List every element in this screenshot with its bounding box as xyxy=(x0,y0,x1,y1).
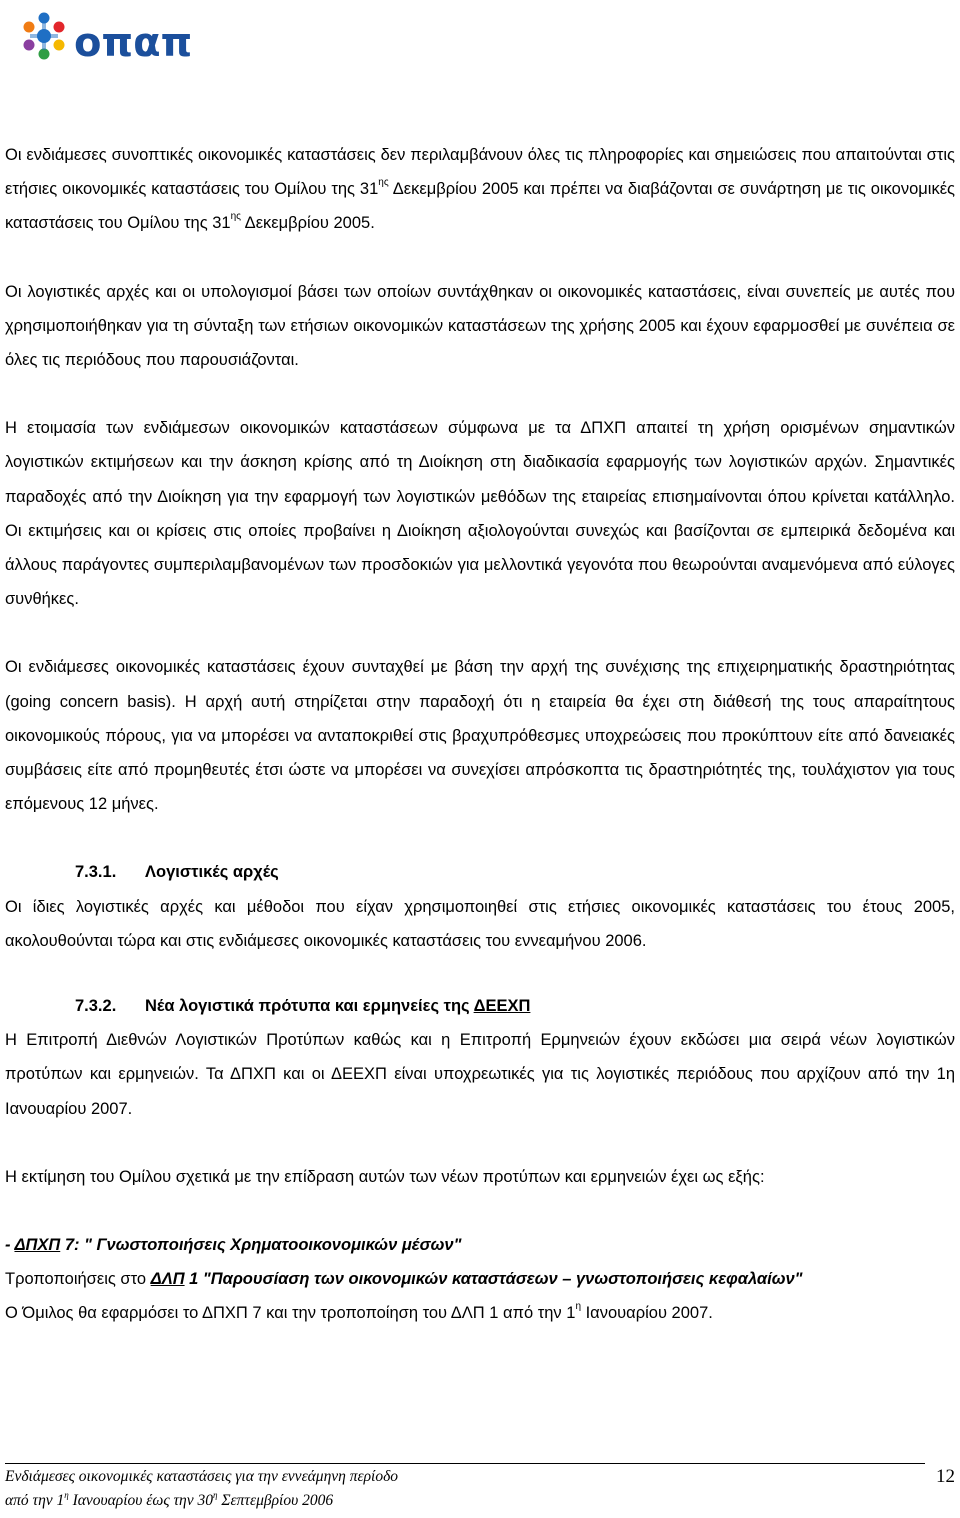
section-number: 7.3.2. xyxy=(75,997,117,1016)
paragraph-application: Ο Όμιλος θα εφαρμόσει το ΔΠΧΠ 7 και την τροποποίηση του ΔΛΠ 1 από την $1^\eta$ Ιανουαρίου 2007. xyxy=(5,1301,713,1323)
paragraph-going-concern: Οι ενδιάμεσες οικονομικές καταστάσεις έχουν συνταχθεί με βάση την αρχή της συνέχισης της επιχειρηματικής δραστηριότητας (going concern basis). Η αρχή αυτή στηρίζεται στην παραδοχή ότι η εταιρεία θα έχει στη διάθεσή της τους απαραίτητους οικονομικούς πόρους, για να μπορέσει να ανταποκριθεί στις βραχυπρόθεσμες υποχρεώσεις που προκύπτουν είτε από δανειακές συμβάσεις είτε από προμηθευτές έτσι ώστε να μπορέσει να συνεχίσει απρόσκοπτα τις δραστηριότητές της, τουλάχιστον για τους επόμενους 12 μήνες. xyxy=(5,658,955,814)
opap-logo xyxy=(22,6,222,70)
section-heading-7-3-2: 7.3.2. Νέα λογιστικά πρότυπα και ερμηνείες της ΔΕΕΧΠ xyxy=(5,989,955,1023)
document-body xyxy=(5,138,955,1331)
footer-line-2: από την $1^\eta$ Ιανουαρίου έως την $30^\eta$ Σεπτεμβρίου 2006 xyxy=(5,1490,334,1509)
paragraph-same-principles: Οι ίδιες λογιστικές αρχές και μέθοδοι που είχαν χρησιμοποιηθεί στις ετήσιες οικονομικές καταστάσεις του έτους 2005, ακολουθούνται τώρα και στις ενδιάμεσες οικονομικές καταστάσεις του εννεαμήνου 2006. xyxy=(5,897,955,950)
paragraph-estimates: Η ετοιμασία των ενδιάμεσων οικονομικών καταστάσεων σύμφωνα με τα ΔΠΧΠ απαιτεί τη χρήση ορισμένων σημαντικών λογιστικών εκτιμήσεων και την άσκηση κρίσης από τη Διοίκηση στη διαδικασία εφαρμογής των λογιστικών αρχών. Σημαντικές παραδοχές από την Διοίκηση για την εφαρμογή των λογιστικών μεθόδων της εταιρείας επισημαίνονται όπου κρίνεται κατάλληλο. Οι εκτιμήσεις και οι κρίσεις στις οποίες προβαίνει η Διοίκηση αξιολογούνται συνεχώς και βασίζονται σε εμπειρικά δεδομένα και άλλους παράγοντες συμπεριλαμβανομένων των προσδοκιών για μελλοντικά γεγονότα που θεωρούνται αναμενόμενα από εύλογες συνθήκες. xyxy=(5,419,955,609)
page-number: 12 xyxy=(936,1466,955,1487)
paragraph-accounting-principles: Οι λογιστικές αρχές και οι υπολογισμοί βάσει των οποίων συντάχθηκαν οι οικονομικές καταστάσεις, είναι συνεπείς με αυτές που χρησιμοποιήθηκαν για τη σύνταξη των ετήσιων οικονομικών καταστάσεων της χρήσης 2005 και έχουν εφαρμοσθεί με συνέπεια σε όλες τις περιόδους που παρουσιάζονται. xyxy=(5,282,955,370)
section-title: Λογιστικές αρχές xyxy=(145,863,279,882)
paragraph-new-standards: Η Επιτροπή Διεθνών Λογιστικών Προτύπων καθώς και η Επιτροπή Ερμηνειών έχουν εκδώσει μια σειρά νέων λογιστικών προτύπων και ερμηνειών. Τα ΔΠΧΠ και οι ΔΕΕΧΠ είναι υποχρεωτικές για τις λογιστικές περιόδους που αρχίζουν από την 1η Ιανουαρίου 2007. xyxy=(5,1031,955,1118)
logo-wordmark: οπαπ xyxy=(74,20,193,66)
paragraph-interim-statements: Οι ενδιάμεσες συνοπτικές οικονομικές καταστάσεις δεν περιλαμβάνουν όλες τις πληροφορίες και σημειώσεις που απαιτούνται στις ετήσιες οικονομικές καταστάσεις του Ομίλου της $31^{\eta\varsigma}$ Δεκεμβρίου 2005 και πρέπει να διαβάζονται σε συνάρτηση με τις οικονομικές καταστάσεις του Ομίλου της $31^{\eta\varsigma}$ Δεκεμβρίου 2005. xyxy=(5,146,956,233)
section-number: 7.3.1. xyxy=(75,863,117,882)
item-ias1: Τροποποιήσεις στο ΔΛΠ 1 "Παρουσίαση των οικονομικών καταστάσεων – γνωστοποιήσεις κεφαλαίων" xyxy=(5,1270,803,1289)
item-ifrs7: - ΔΠΧΠ 7: " Γνωστοποιήσεις Χρηματοοικονομικών μέσων" xyxy=(5,1236,462,1255)
footer-line-1: Ενδιάμεσες οικονομικές καταστάσεις για την εννεάμηνη περίοδο xyxy=(5,1468,399,1485)
section-title: Νέα λογιστικά πρότυπα και ερμηνείες της xyxy=(145,997,474,1016)
opap-star-logo-icon xyxy=(22,6,222,70)
section-heading-7-3-1 xyxy=(5,855,955,889)
footer-divider xyxy=(5,1463,925,1464)
paragraph-group-assessment: Η εκτίμηση του Ομίλου σχετικά με την επίδραση αυτών των νέων προτύπων και ερμηνειών έχει ως εξής: xyxy=(5,1167,765,1186)
